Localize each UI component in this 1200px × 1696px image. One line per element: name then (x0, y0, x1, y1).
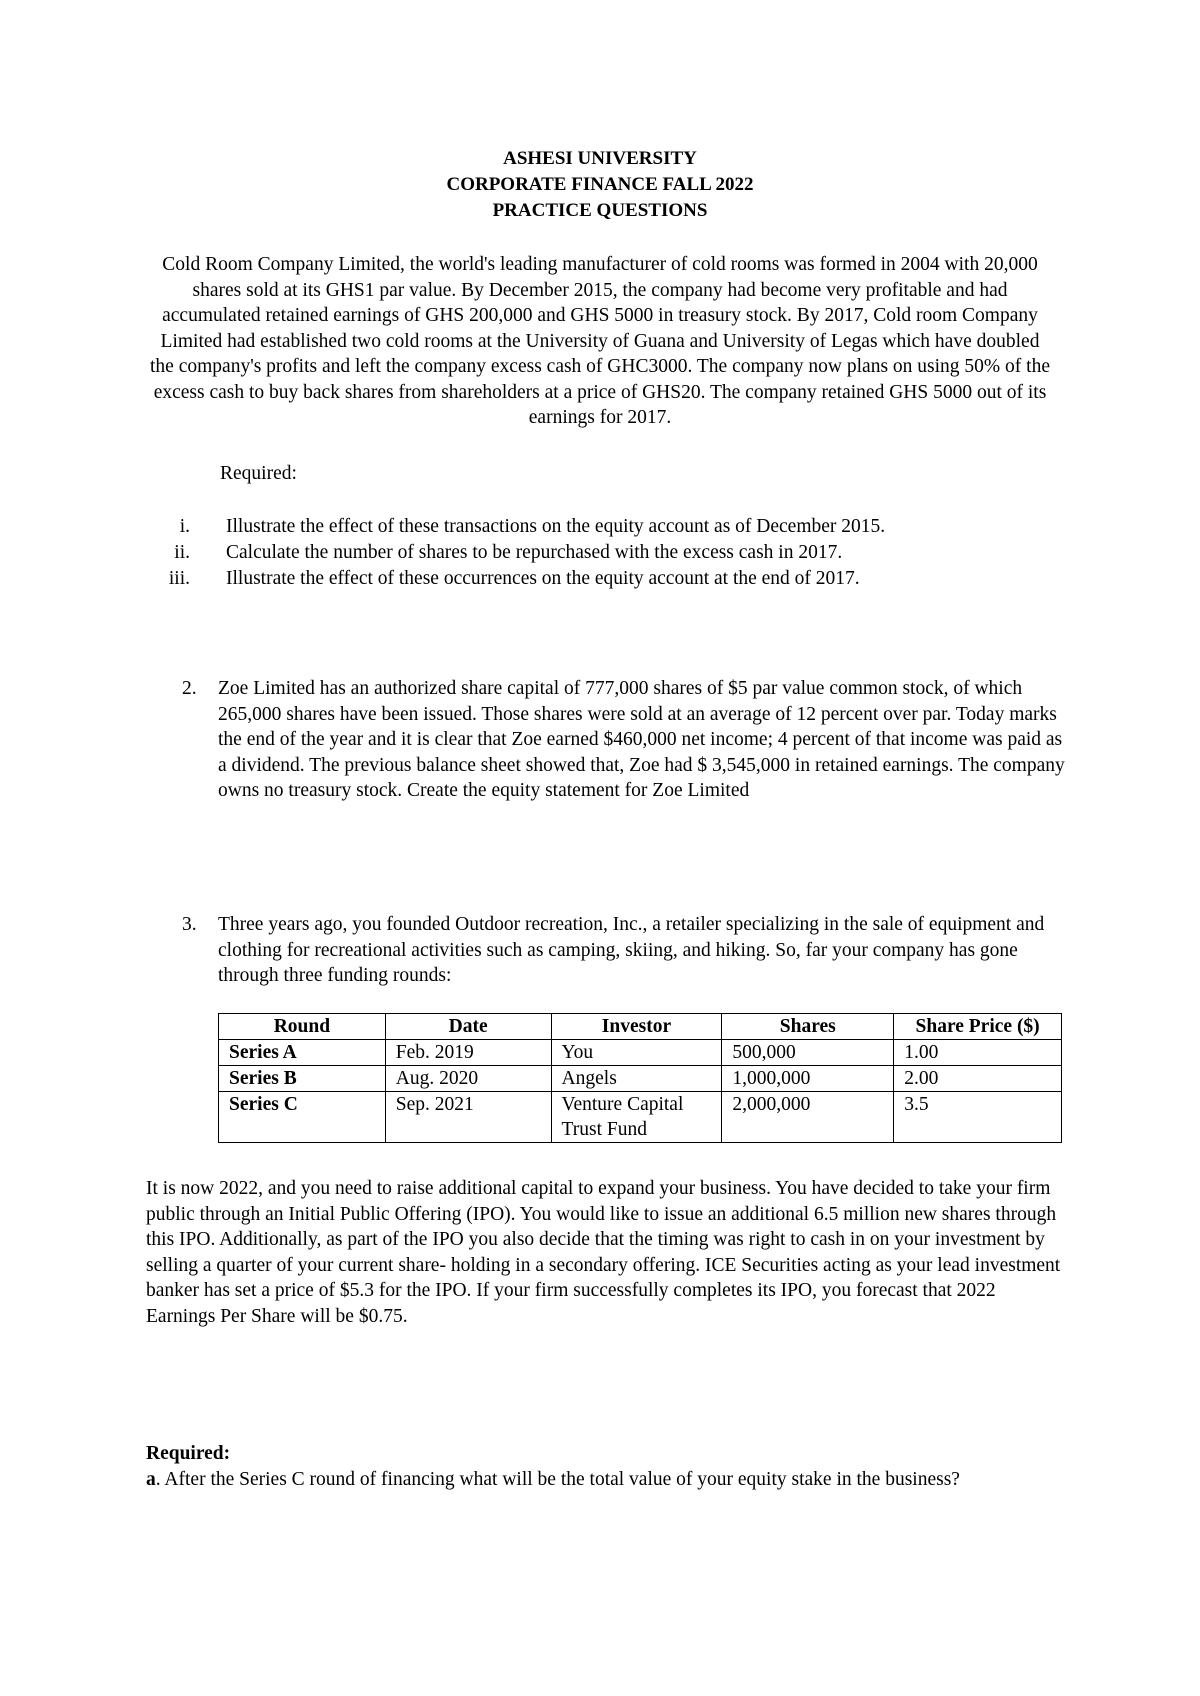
question-3-required-label: Required: (146, 1443, 231, 1464)
question-1-required-label: Required: (220, 463, 297, 484)
round-cell: Series B (219, 1066, 386, 1092)
question-number: 3. (182, 914, 197, 935)
list-item (0, 514, 1200, 540)
list-item (0, 540, 1200, 566)
round-cell: Series A (219, 1040, 386, 1066)
table-row (219, 1040, 1062, 1066)
shares-cell: 2,000,000 (722, 1092, 894, 1143)
table-row (219, 1066, 1062, 1092)
share-price-cell: 3.5 (894, 1092, 1062, 1143)
column-header-share-price: Share Price ($) (894, 1014, 1062, 1040)
column-header-date: Date (385, 1014, 551, 1040)
item-number: iii. (168, 568, 190, 589)
share-price-cell: 2.00 (894, 1066, 1062, 1092)
question-3-part-a (146, 1467, 1064, 1493)
item-number: i. (179, 516, 190, 537)
column-header-shares: Shares (722, 1014, 894, 1040)
question-number: 2. (182, 678, 197, 699)
document-title: PRACTICE QUESTIONS (492, 200, 708, 221)
table-row (219, 1092, 1062, 1143)
item-text: Illustrate the effect of these transactions on the equity account as of December 2015. (226, 516, 886, 537)
question-text: Three years ago, you founded Outdoor recreation, Inc., a retailer specializing in the sale of equipment and clothing for recreational activities such as camping, skiing, and hiking. So, far your company has gone through three funding rounds: (218, 914, 1045, 986)
item-text: Illustrate the effect of these occurrences on the equity account at the end of 2017. (226, 568, 860, 589)
column-header-round: Round (219, 1014, 386, 1040)
investor-cell: Venture Capital Trust Fund (551, 1092, 722, 1143)
item-text: Calculate the number of shares to be repurchased with the excess cash in 2017. (226, 542, 843, 563)
question-text: Zoe Limited has an authorized share capital of 777,000 shares of $5 par value common stock, of which 265,000 shares have been issued. Those shares were sold at an average of 12 percent over par. Today marks the end of the year and it is clear that Zoe earned $460,000 net income; 4 percent of that income was paid as a dividend. The previous balance sheet showed that, Zoe had $ 3,545,000 in retained earnings. The company owns no treasury stock. Create the equity statement for Zoe Limited (218, 678, 1065, 801)
table-header-row (219, 1014, 1062, 1040)
course-title: CORPORATE FINANCE FALL 2022 (446, 174, 754, 195)
date-cell: Aug. 2020 (385, 1066, 551, 1092)
shares-cell: 1,000,000 (722, 1066, 894, 1092)
date-cell: Sep. 2021 (385, 1092, 551, 1143)
date-cell: Feb. 2019 (385, 1040, 551, 1066)
column-header-investor: Investor (551, 1014, 722, 1040)
part-a-label: a (146, 1469, 156, 1490)
part-a-text: . After the Series C round of financing what will be the total value of your equity stake in the business? (155, 1469, 960, 1490)
funding-rounds-table (218, 1013, 1062, 1143)
round-cell: Series C (219, 1092, 386, 1143)
list-item (0, 566, 1200, 592)
question-1-items (0, 514, 1200, 592)
item-number: ii. (174, 542, 190, 563)
ipo-paragraph: It is now 2022, and you need to raise additional capital to expand your business. You have decided to take your firm public through an Initial Public Offering (IPO). You would like to issue an additional 6.5 million new shares through this IPO. Additionally, as part of the IPO you also decide that the timing was right to cash in on your investment by selling a quarter of your current share- holding in a secondary offering. ICE Securities acting as your lead investment banker has set a price of $5.3 for the IPO. If your firm successfully completes its IPO, you forecast that 2022 Earnings Per Share will be $0.75. (146, 1178, 1061, 1327)
investor-cell: Angels (551, 1066, 722, 1092)
share-price-cell: 1.00 (894, 1040, 1062, 1066)
shares-cell: 500,000 (722, 1040, 894, 1066)
question-1-intro: Cold Room Company Limited, the world's leading manufacturer of cold rooms was formed in 2004 with 20,000 shares sold at its GHS1 par value. By December 2015, the company had become very profitable and had accumulated retained earnings of GHS 200,000 and GHS 5000 in treasury stock. By 2017, Cold room Company Limited had established two cold rooms at the University of Guana and University of Legas which have doubled the company's profits and left the company excess cash of GHC3000. The company now plans on using 50% of the excess cash to buy back shares from shareholders at a price of GHS20. The company retained GHS 5000 out of its earnings for 2017. (150, 254, 1050, 428)
document-header (0, 146, 1200, 224)
university-name: ASHESI UNIVERSITY (503, 148, 697, 169)
investor-cell: You (551, 1040, 722, 1066)
